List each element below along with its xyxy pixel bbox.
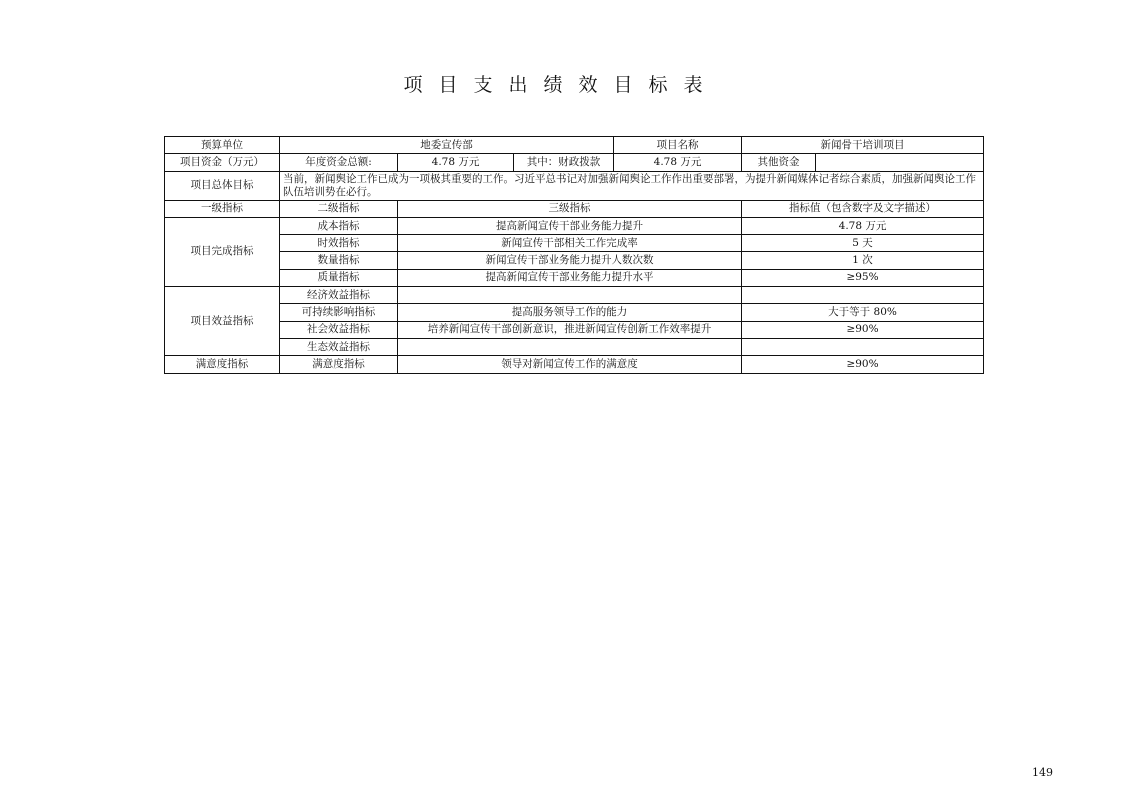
overall-goal-row <box>165 171 984 200</box>
level2-cell: 经济效益指标 <box>280 287 398 304</box>
level2-cell: 质量指标 <box>280 269 398 286</box>
table-row <box>165 287 984 304</box>
value-cell: 5 天 <box>742 235 984 252</box>
level3-cell: 提高新闻宣传干部业务能力提升水平 <box>398 269 742 286</box>
annual-total-label: 年度资金总额: <box>280 154 398 171</box>
other-funds-label: 其他资金 <box>742 154 816 171</box>
level1-cell: 项目效益指标 <box>165 287 280 356</box>
value-cell <box>742 287 984 304</box>
level3-cell <box>398 287 742 304</box>
overall-goal-label: 项目总体目标 <box>165 171 280 200</box>
overall-goal-text: 当前，新闻舆论工作已成为一项极其重要的工作。习近平总书记对加强新闻舆论工作作出重要部署，为提升新闻媒体记者综合素质，加强新闻舆论工作队伍培训势在必行。 <box>280 171 984 200</box>
table-row <box>165 235 984 252</box>
table-row <box>165 356 984 373</box>
value-cell: ≥90% <box>742 356 984 373</box>
value-cell: 1 次 <box>742 252 984 269</box>
level2-cell: 可持续影响指标 <box>280 304 398 321</box>
table-row <box>165 269 984 286</box>
level1-cell: 项目完成指标 <box>165 217 280 286</box>
table-row <box>165 252 984 269</box>
level3-cell <box>398 338 742 355</box>
level3-cell: 新闻宣传干部相关工作完成率 <box>398 235 742 252</box>
unit-label: 预算单位 <box>165 137 280 154</box>
table-row <box>165 338 984 355</box>
performance-target-table <box>164 136 984 374</box>
level3-cell: 提高新闻宣传干部业务能力提升 <box>398 217 742 234</box>
funds-label: 项目资金（万元） <box>165 154 280 171</box>
level3-cell: 提高服务领导工作的能力 <box>398 304 742 321</box>
value-cell: 大于等于 80% <box>742 304 984 321</box>
level2-cell: 生态效益指标 <box>280 338 398 355</box>
page-title: 项目支出绩效目标表 <box>403 74 719 96</box>
column-header-row <box>165 200 984 217</box>
fiscal-label: 其中：财政拨款 <box>514 154 614 171</box>
table-row <box>165 304 984 321</box>
level2-cell: 社会效益指标 <box>280 321 398 338</box>
level3-cell: 培养新闻宣传干部创新意识，推进新闻宣传创新工作效率提升 <box>398 321 742 338</box>
value-cell: ≥95% <box>742 269 984 286</box>
table-row <box>165 217 984 234</box>
col-level2-header: 二级指标 <box>280 200 398 217</box>
level2-cell: 成本指标 <box>280 217 398 234</box>
level2-cell: 满意度指标 <box>280 356 398 373</box>
value-cell: 4.78 万元 <box>742 217 984 234</box>
fiscal-value: 4.78 万元 <box>614 154 742 171</box>
value-cell <box>742 338 984 355</box>
annual-total-value: 4.78 万元 <box>398 154 514 171</box>
level2-cell: 数量指标 <box>280 252 398 269</box>
col-level1-header: 一级指标 <box>165 200 280 217</box>
level3-cell: 领导对新闻宣传工作的满意度 <box>398 356 742 373</box>
level2-cell: 时效指标 <box>280 235 398 252</box>
col-value-header: 指标值（包含数字及文字描述） <box>742 200 984 217</box>
other-funds-value <box>816 154 984 171</box>
level3-cell: 新闻宣传干部业务能力提升人数次数 <box>398 252 742 269</box>
col-level3-header: 三级指标 <box>398 200 742 217</box>
level1-cell: 满意度指标 <box>165 356 280 373</box>
project-name-value: 新闻骨干培训项目 <box>742 137 984 154</box>
value-cell: ≥90% <box>742 321 984 338</box>
table-row <box>165 321 984 338</box>
page-number: 149 <box>1032 766 1053 779</box>
unit-value: 地委宣传部 <box>280 137 614 154</box>
header-row-unit <box>165 137 984 154</box>
header-row-funds <box>165 154 984 171</box>
project-name-label: 项目名称 <box>614 137 742 154</box>
